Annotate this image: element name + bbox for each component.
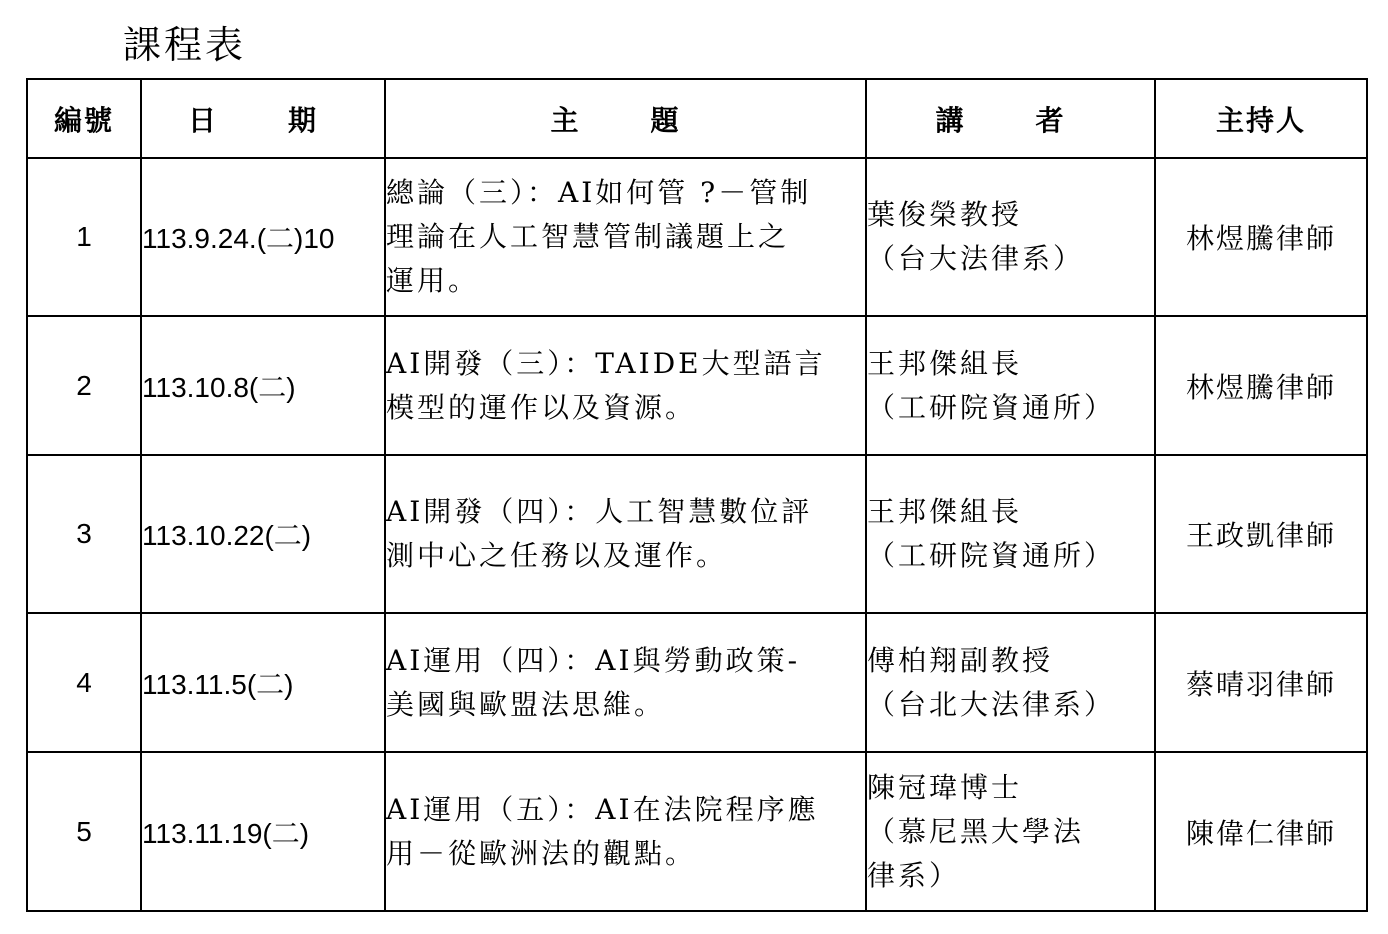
row-number: 2 xyxy=(27,316,141,455)
row-number: 3 xyxy=(27,455,141,613)
table-row xyxy=(27,613,1367,752)
speaker-line: 律系） xyxy=(867,858,961,892)
row-topic xyxy=(385,752,866,911)
header-date: 日 期 xyxy=(141,79,385,158)
table-row xyxy=(27,158,1367,316)
topic-line: 用－從歐洲法的觀點。 xyxy=(386,836,697,870)
page-title: 課程表 xyxy=(123,23,247,67)
header-number: 編號 xyxy=(27,79,141,158)
row-speaker xyxy=(866,316,1155,455)
header-host: 主持人 xyxy=(1155,79,1367,158)
header-speaker: 講 者 xyxy=(866,79,1155,158)
speaker-line: （台北大法律系） xyxy=(867,687,1116,721)
row-number: 1 xyxy=(27,158,141,316)
topic-line: 美國與歐盟法思維。 xyxy=(386,687,666,721)
row-date: 113.10.8(二) xyxy=(141,316,385,455)
row-host: 陳偉仁律師 xyxy=(1155,752,1367,911)
row-topic xyxy=(385,613,866,752)
row-number: 4 xyxy=(27,613,141,752)
header-topic: 主 題 xyxy=(385,79,866,158)
table-row xyxy=(27,752,1367,911)
speaker-line: 陳冠瑋博士 xyxy=(867,770,1023,804)
table-header-row xyxy=(27,79,1367,158)
topic-line: AI運用（五）：AI在法院程序應 xyxy=(386,792,819,826)
row-speaker xyxy=(866,455,1155,613)
row-date: 113.11.19(二) xyxy=(141,752,385,911)
speaker-line: （慕尼黑大學法 xyxy=(867,814,1085,848)
topic-line: 模型的運作以及資源。 xyxy=(386,390,697,424)
row-speaker xyxy=(866,613,1155,752)
row-topic xyxy=(385,316,866,455)
speaker-line: 葉俊榮教授 xyxy=(867,198,1023,231)
row-host: 王政凱律師 xyxy=(1155,455,1367,613)
topic-line: 測中心之任務以及運作。 xyxy=(386,539,728,572)
speaker-line: 王邦傑組長 xyxy=(867,346,1023,380)
topic-line: 總論（三）：AI如何管 ?－管制 xyxy=(386,176,812,209)
course-schedule-table xyxy=(26,78,1368,912)
row-speaker xyxy=(866,158,1155,316)
table-row xyxy=(27,316,1367,455)
topic-line: AI開發（四）：人工智慧數位評 xyxy=(386,495,813,528)
row-date: 113.9.24.(二)10 xyxy=(141,158,385,316)
row-host: 林煜騰律師 xyxy=(1155,158,1367,316)
row-host: 蔡晴羽律師 xyxy=(1155,613,1367,752)
topic-line: AI運用（四）：AI與勞動政策- xyxy=(386,643,801,677)
row-topic xyxy=(385,158,866,316)
row-speaker xyxy=(866,752,1155,911)
row-date: 113.10.22(二) xyxy=(141,455,385,613)
speaker-line: 王邦傑組長 xyxy=(867,495,1023,528)
speaker-line: 傅柏翔副教授 xyxy=(867,643,1054,677)
topic-line: 運用。 xyxy=(386,264,480,297)
row-date: 113.11.5(二) xyxy=(141,613,385,752)
row-host: 林煜騰律師 xyxy=(1155,316,1367,455)
row-topic xyxy=(385,455,866,613)
speaker-line: （工研院資通所） xyxy=(867,390,1116,424)
row-number: 5 xyxy=(27,752,141,911)
speaker-line: （工研院資通所） xyxy=(867,539,1116,572)
topic-line: 理論在人工智慧管制議題上之 xyxy=(386,220,790,253)
topic-line: AI開發（三）：TAIDE大型語言 xyxy=(386,346,826,380)
table-row xyxy=(27,455,1367,613)
speaker-line: （台大法律系） xyxy=(867,242,1085,275)
